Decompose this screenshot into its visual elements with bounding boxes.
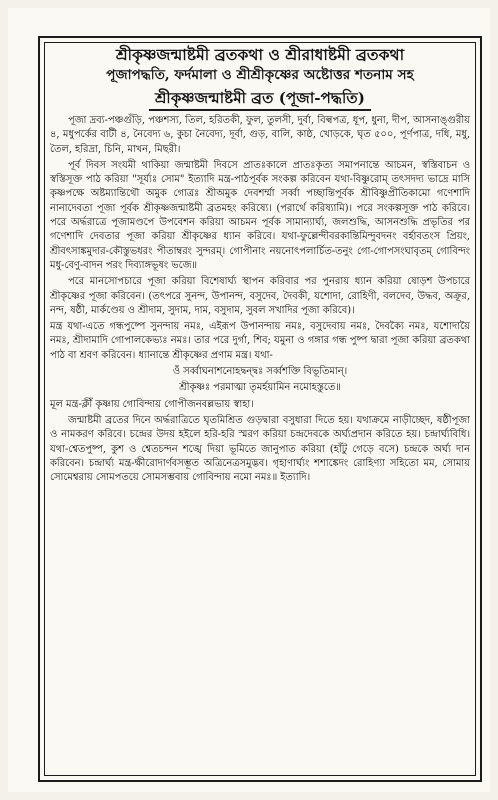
paragraph-procedure: পূর্ব দিবস সংযমী থাকিয়া জন্মাষ্টমী দিবসে প্রাতঃকালে প্রাতঃকৃত্য সমাপনান্তে আচমন, স্বস্তিবাচন ও স্বস্তিসূক্ত পাঠ করিয়া "সূর্য্যঃ সোম" ইত্যাদি মন্ত্র-পাঠপূর্বক সংকল্প করিবেন যথা-বিষ্ণুরোম্ তৎসদদ্য ভাদ্রে মাসি কৃষ্ণপক্ষে অষ্টম্যান্তিথৌ অমুক গোত্রঃ শ্রীঅমুক দেবশর্ম্মা সর্ব্বা পচ্ছান্তিপূর্বক শ্রীবিষ্ণুপ্রীতিকামো গণেশাদি নানাদেবতা পূজা পূর্বক শ্রীকৃষ্ণজন্মাষ্টমী ব্রতমহং করিষ্যে। (পরার্থে করিষ্যামি)। পরে সংকল্পসূক্ত পাঠ করিবে। পরে অর্দ্ধরাত্রে পূজামণ্ডপে উপবেশন করিয়া আচমন পূর্বক সামান্যার্ঘ্য, জলশুদ্ধি, আসনশুদ্ধি প্রভৃতির পর গণেশাদি দেবতার পূজা করিয়া শ্রীকৃষ্ণের ধ্যান করিবে। যথা-ফুল্লেন্দীবরকান্তিমিন্দুবদনং বর্হাবতংস প্রিয়ং, শ্রীবৎসাঙ্কমুদার-কৌস্তুভধরং পীতাম্বরং সুন্দরম্। গোপীনাং নয়নোৎপলার্চিত-তনুং গো-গোপসংঘাবৃতম্ গোবিন্দং মধু-বেণু-বাদন পরং দিব্যাঙ্গভূষং ভজে॥ [50, 159, 470, 271]
section-heading: শ্রীকৃষ্ণজন্মাষ্টমী ব্রত (পূজা-পদ্ধতি) [149, 88, 371, 111]
materials-list: পূজা দ্রব্য-পঞ্চগুঁড়ি, পঞ্চশস্য, তিল, হরিতকী, ফুল, তুলসী, দুর্বা, বিল্বপত্র, ধূপ, ধুনা, দীপ, আসনাঙ্গুরীয় ৪, মধুপর্কের বাটী ৪, নৈবেদ্য ৬, কুচা নৈবেদ্য, দূর্বা, গুড়, বালি, কাষ্ঠ, খোড়কে, ঘৃত ৫০০, পূর্ণপাত্র, দধি, মধু, তৈল, হরিদ্রা, চিনি, মাখন, মিছরী। [50, 115, 470, 155]
book-subtitle: পূজাপদ্ধতি, ফর্দমালা ও শ্রীশ্রীকৃষ্ণের অষ্টোত্তর শতনাম সহ [106, 67, 414, 83]
paragraph-mantra: মন্ত্র যথা-এতে গন্ধপুষ্পে সুনন্দায় নমঃ, এইরূপ উপানন্দায় নমঃ, বসুদেবায় নমঃ, দৈবক্যৈ নমঃ, যশোদায়ৈ নমঃ, শ্রীদামাদি গোপালকেভ্যঃ নমঃ। তার পরে দুর্গা, শিব; যমুনা ও গঙ্গার গন্ধ পুষ্প দ্বারা পূজা করিয়া ব্রতকথা পাঠ বা শ্রবণ করিবেন। ধ্যানান্তে শ্রীকৃষ্ণের প্রণাম মন্ত্র। যথা- [50, 321, 470, 361]
book-title: শ্রীকৃষ্ণজন্মাষ্টমী ব্রতকথা ও শ্রীরাধাষ্টমী ব্রতকথা [115, 45, 405, 64]
page-frame [38, 36, 482, 782]
paragraph-chandrarghya: জন্মাষ্টমী ব্রতের দিনে অর্দ্ধরাত্রিতে ঘৃতমিশ্রিত গুড়দ্বারা বসুধারা দিতে হয়। যথাক্রমে নাড়ীচ্ছেদ, ষষ্ঠীপূজা ও নামকরণ করিবে। চন্দ্রের উদয় হইলে হরি-হরি স্মরণ করিয়া চন্দ্রদেবকে অর্ঘ্যপ্রদান করিতে হয়। চন্দ্রার্ঘ্যবিধি। যথা-শ্বেতপুষ্প, কুশ ও শ্বেতচন্দন শঙ্খে দিয়া ভূমিতে জানুপাত করিয়া (হাঁটু গেড়ে বসে) চন্দ্রকে অর্ঘ্য দান করিবেন। চন্দ্রার্ঘ্য মন্ত্র-ক্ষীরোদার্ণবসম্ভূত অত্রিনেত্রসমুদ্ভব। গৃহাণার্ঘ্যং শশাঙ্কেদং রোহিণ্যা সহিতো মম, সোমায় সোমেশ্বরায় সোমপতয়ে সোমসম্ভবায় গোবিন্দায় নমো নমঃ॥ ইত্যাদি। [50, 414, 470, 484]
paragraph-worship: পরে মানসোপচারে পূজা করিয়া বিশেষার্ঘ্য স্থাপন করিবার পর পুনরায় ধ্যান করিয়া ষোড়শ উপচারে শ্রীকৃষ্ণের পূজা করিবেন। (তৎপরে সুনন্দ, উপানন্দ, বসুদেব, দৈবকী, যশোদা, রোহিণী, বলদেব, উদ্ধব, অক্রূর, নন্দ, ষষ্ঠী, মার্কণ্ডেয় ও শ্রীদাম, সুদাম, দাম, বসুদাম, সুবল সখাদির পূজা করিবে)। [50, 276, 470, 316]
book-page [8, 8, 490, 792]
mool-mantra: মূল মন্ত্র-ক্লীঁ কৃষ্ণায় গোবিন্দায় গোপীজনবল্লভায় স্বাহা। [50, 398, 254, 410]
pranam-mantra-line-2: শ্রীকৃষ্ণঃ পরমাত্মা তৃমর্হয়ামিন নমোহস্তুতে॥ [179, 382, 341, 394]
page-header [48, 44, 472, 111]
pranam-mantra-line-1: ওঁ সর্ব্বাঘনাশনোহদ্বন্দ্বঃ সর্ব্বশক্তি বিভূতিমান্। [172, 366, 348, 378]
page-body [50, 114, 470, 487]
